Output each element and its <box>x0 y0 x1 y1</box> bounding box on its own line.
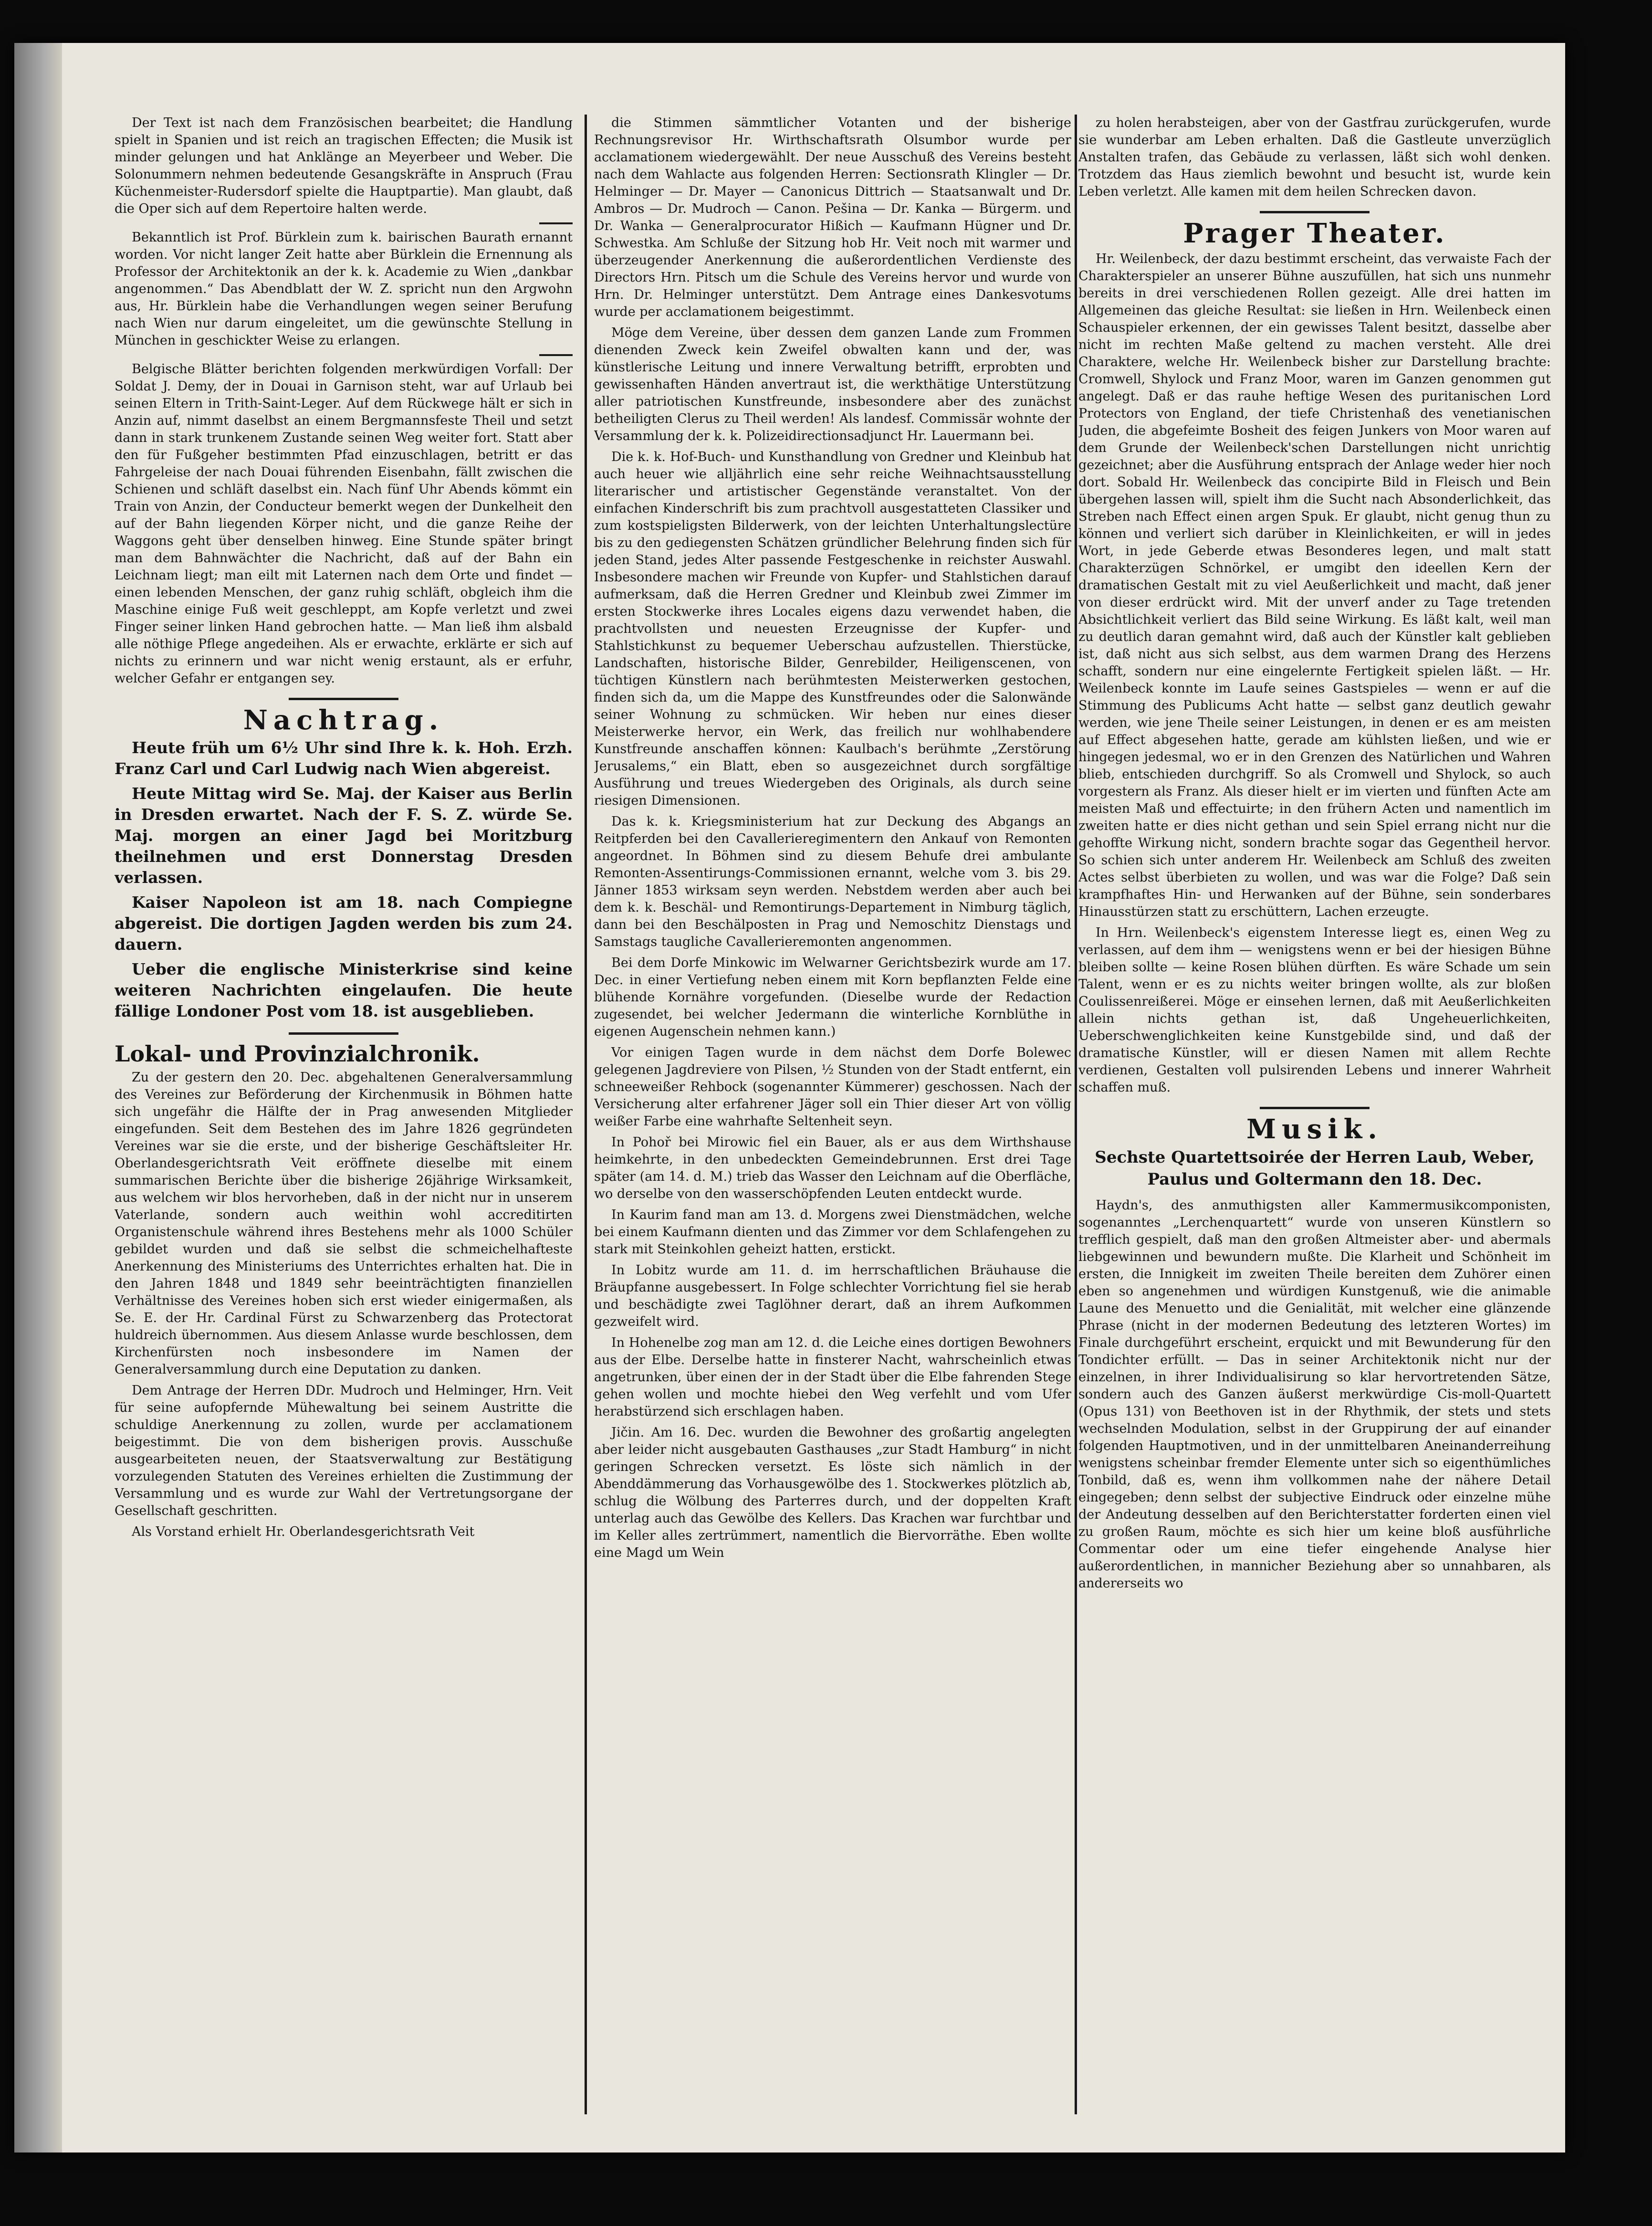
musik-subheading: Sechste Quartettsoirée der Herren Laub, Weber, Paulus und Goltermann den 18. Dec. <box>1095 1148 1535 1189</box>
separator <box>539 222 573 224</box>
column-3 <box>1078 115 1551 2119</box>
article-theater: In Hrn. Weilenbeck's eigenstem Interesse liegt es, einen Weg zu verlassen, auf dem ihm — wenigstens wenn er bei der hiesigen Bühne bleiben sollte — keine Rosen blühen dürften. Es wäre Schade um sein Talent, wenn er es zu nichts weiter bringen wollte, als zur bloßen Coulissenreißerei. Möge er einsehen lernen, daß mit Aeußerlichkeiten allein nichts gethan ist, daß Ungeheuerlichkeiten, Ueberschwenglichkeiten keine Kunstgebilde sind, und daß der dramatische Künstler, will er diesen Namen mit allem Rechte verdienen, Gestalten voll pulsirenden Lebens und innerer Wahrheit schaffen muß. <box>1078 925 1551 1095</box>
separator <box>1260 211 1370 213</box>
column-rule <box>1075 115 1077 2114</box>
separator <box>289 1032 398 1035</box>
article-kirchenmusik: Als Vorstand erhielt Hr. Oberlandesgerichtsrath Veit <box>132 1524 475 1539</box>
article-musik: Haydn's, des anmuthigsten aller Kammermusikcomponisten, sogenanntes „Lerchenquartett“ wurde von unseren Künstlern so trefflich gespielt, daß man den großen Altmeister aber- und abermals liebgewinnen und bewundern mußte. Die Klarheit und Schönheit im ersten, die Innigkeit im zweiten Theile bereiten dem Zuhörer einen eben so angenehmen und würdigen Kunstgenuß, wie die animable Laune des Menuetto und die Genialität, mit welcher eine glänzende Phrase (nicht in der modernen Bedeutung des letzteren Wortes) im Finale durchgeführt erscheint, erquickt und mit Bewunderung für den Tondichter erfüllt. — Das in seiner Architektonik nicht nur der einzelnen, in ihrer Individualisirung so klar hervortretenden Sätze, sondern auch des Ganzen äußerst merkwürdige Cis-moll-Quartett (Opus 131) von Beethoven ist in der Rhythmik, der stets und stets wechselnden Modulation, selbst in der Gruppirung der auf einander folgenden Hauptmotiven, und in der unmittelbaren Aneinanderreihung wenigstens scheinbar fremder Elemente unter sich so eigenthümliches Tonbild, daß es, wenn ihm vollkommen nahe der nähere Detail eingegeben; denn selbst der subjective Eindruck oder einzelne mühe der Andeutung desselben auf den Berichterstatter forderten einen viel zu großen Raum, möchte es sich hier um keine bloß ausführliche Commentar oder um eine tiefer eingehende Analyse hier außerordentlichen, in mannicher Beziehung aber so unnahbaren, als andererseits wo <box>1078 1198 1551 1591</box>
article-kaurim: In Kaurim fand man am 13. d. Morgens zwei Dienstmädchen, welche bei einem Kaufmann dienten und das Zimmer vor dem Schlafengehen zu stark mit Steinkohlen geheizt hatten, erstickt. <box>594 1208 1071 1257</box>
section-heading-musik: Musik. <box>1246 1113 1383 1145</box>
news-item: Heute früh um 6½ Uhr sind Ihre k. k. Hoh. Erzh. Franz Carl und Carl Ludwig nach Wien abgereist. <box>115 738 573 778</box>
article-pohor: In Pohoř bei Mirowic fiel ein Bauer, als er aus dem Wirthshause heimkehrte, in den unbedeckten Gemeindebrunnen. Erst drei Tage später (am 14. d. M.) trieb das Wasser den Leichnam auf die Oberfläche, wo derselbe von den wasserschöpfenden Leuten entdeckt wurde. <box>594 1135 1071 1201</box>
column-2 <box>594 115 1071 2119</box>
article-verein: Möge dem Vereine, über dessen dem ganzen Lande zum Frommen dienenden Zweck kein Zweifel obwalten kann und der, was künstlerische Leitung und innere Verwaltung betrifft, erprobten und gewissenhaften Händen anvertraut ist, die werkthätige Unterstützung aller patriotischen Kunstfreunde, insbesondere aber des zunächst betheiligten Clerus zu Theil werden! Als landesf. Commissär wohnte der Versammlung der k. k. Polizeidirectionsadjunct Hr. Lauermann bei. <box>594 326 1071 443</box>
newspaper-page <box>14 43 1565 2152</box>
news-item: Heute Mittag wird Se. Maj. der Kaiser aus Berlin in Dresden erwartet. Nach der F. S. Z. würde Se. Maj. morgen an einer Jagd bei Moritzburg theilnehmen und erst Donnerstag Dresden verlassen. <box>115 784 573 887</box>
article-verein: die Stimmen sämmtlicher Votanten und der bisherige Rechnungsrevisor Hr. Wirthschaftsrath Olsumbor wurde per acclamationem wiedergewählt. Der neue Ausschuß des Vereins besteht nach dem Wahlacte aus folgenden Herren: Sectionsrath Klingler — Dr. Helminger — Dr. Mayer — Canonicus Dittrich — Staatsanwalt und Dr. Ambros — Dr. Mudroch — Canon. Pešina — Dr. Kanka — Bürgerm. und Dr. Wanka — Generalprocurator Hißich — Kaufmann Hügner und Dr. Schwestka. Am Schluße der Sitzung hob Hr. Veit noch mit warmer und überzeugender Anerkennung die außerordentlichen Verdienste des Directors Hrn. Pitsch um die Schule des Vereins hervor und wurde von Hrn. Dr. Helminger unterstützt. Dem Antrage eines Dankesvotums wurde per acclamationem beigestimmt. <box>594 116 1071 319</box>
news-item: Kaiser Napoleon ist am 18. nach Compiegne abgereist. Die dortigen Jagden werden bis zum 24. dauern. <box>115 893 573 954</box>
article-remonten: Das k. k. Kriegsministerium hat zur Deckung des Abgangs an Reitpferden bei den Cavallerieregimentern den Ankauf von Remonten angeordnet. In Böhmen sind zu diesem Behufe drei ambulante Remonten-Assentirungs-Commissionen ernannt, welche vom 3. bis 29. Jänner 1853 wirksam seyn werden. Nebstdem werden aber auch bei dem k. k. Beschäl- und Remontirungs-Departement in Nimburg täglich, dann bei den Beschälposten in Prag und Nemoschitz Dienstags und Samstags taugliche Cavallerieremonten angenommen. <box>594 814 1071 949</box>
article-rehbock: Vor einigen Tagen wurde in dem nächst dem Dorfe Bolewec gelegenen Jagdreviere von Pilsen, ½ Stunden von der Stadt entfernt, ein schneeweißer Rehbock (sogenannter Kümmerer) geschossen. Nach der Versicherung alter erfahrener Jäger soll ein Thier dieser Art von völlig weißer Farbe eine wahrhafte Seltenheit seyn. <box>594 1045 1071 1129</box>
column-rule <box>585 115 587 2114</box>
section-heading-theater: Prager Theater. <box>1183 218 1446 249</box>
article-jicin-cont: zu holen herabsteigen, aber von der Gastfrau zurückgerufen, wurde sie wunderbar am Leben erhalten. Daß die Gastleute unverzüglich Anstalten trafen, das Gebäude zu verlassen, läßt sich wohl denken. Trotzdem das Haus ziemlich bewohnt und besucht ist, wurde kein Leben verletzt. Alle kamen mit dem heilen Schrecken davon. <box>1078 116 1551 199</box>
separator <box>289 698 398 700</box>
article-opera: Der Text ist nach dem Französischen bearbeitet; die Handlung spielt in Spanien und ist reich an tragischen Effecten; die Musik ist minder gelungen und hat Anklänge an Meyerbeer und Weber. Die Solonummern nehmen bedeutende Gesangskräfte in Anspruch (Frau Küchenmeister-Rudersdorf spielte die Hauptpartie). Man glaubt, daß die Oper sich auf dem Repertoire halten werde. <box>115 116 573 216</box>
section-heading-lokal: Lokal- und Provinzialchronik. <box>115 1041 480 1067</box>
article-theater: Hr. Weilenbeck, der dazu bestimmt erscheint, das verwaiste Fach der Charakterspieler an unserer Bühne auszufüllen, hat sich uns nunmehr bereits in drei verschiedenen Rollen gezeigt. Alle drei hatten im Allgemeinen das gleiche Resultat: sie ließen in Hrn. Weilenbeck einen Schauspieler erkennen, der ein gewisses Talent besitzt, dasselbe aber nicht im rechten Maße geltend zu machen versteht. Alle drei Charaktere, welche Hr. Weilenbeck bisher zur Darstellung brachte: Cromwell, Shylock und Franz Moor, waren im Ganzen genommen gut angelegt. Daß er das rauhe heftige Wesen des puritanischen Lord Protectors von England, der tiefe Christenhaß des venetianischen Juden, die abgefeimte Bosheit des feigen Junkers von Moor waren auf dem Grunde der Weilenbeck'schen Darstellungen nicht unrichtig gezeichnet; aber die Ausführung entsprach der Anlage weder hier noch dort. Sobald Hr. Weilenbeck das concipirte Bild in Fleisch und Bein übergehen lassen will, spielt ihm die Sucht nach Absonderlichkeit, das Streben nach Effect einen argen Spuk. Er glaubt, nicht genug thun zu können und verliert sich darüber in Kleinlichkeiten, er will in jedes Wort, in jede Geberde etwas Besonderes legen, und malt statt Charakterzügen Schnörkel, er umgibt den ideellen Kern der dramatischen Gestalt mit zu viel Aeußerlichkeit und macht, daß jener von dieser erdrückt wird. Mit der unverf ander zu Tage tretenden Absichtlichkeit verliert das Bild seine Wirkung. Es läßt kalt, weil man zu deutlich daran gemahnt wird, daß auch der Künstler kalt geblieben ist, daß nicht aus sich selbst, aus dem warmen Drang des Herzens schafft, sondern nur eine eingelernte Fertigkeit spielen läßt. — Hr. Weilenbeck konnte im Laufe seines Gastspieles — wenn er auf die Stimmung des Publicums Acht hatte — selbst ganz deutlich gewahr werden, wie jene Theile seiner Leistungen, in denen er es am meisten auf Effect abgesehen hatte, gerade am kühlsten ließen, und wie er hingegen jedesmal, wo er in den Grenzen des Natürlichen und Wahren blieb, entschieden durchgriff. So als Cromwell und Shylock, so auch vorgestern als Franz. Als dieser hielt er im vierten und fünften Acte am meisten Maß und effectuirte; in den frühern Acten und namentlich im zweiten hatte er dies nicht gethan und sein Spiel errang nicht nur die gehoffte Wirkung nicht, sondern brachte sogar das Gegentheil hervor. So schien sich unter anderem Hr. Weilenbeck am Schluß des zweiten Actes selbst überbieten zu wollen, und was war die Folge? Daß sein krampfhaftes Hin- und Herwanken auf der Bühne, sein sonderbares Hinausstürzen statt zu erschüttern, Lachen erzeugte. <box>1078 252 1551 919</box>
article-kirchenmusik: Zu der gestern den 20. Dec. abgehaltenen Generalversammlung des Vereines zur Beförderung der Kirchenmusik in Böhmen hatte sich ungefähr die Hälfte der in Prag anwesenden Mitglieder eingefunden. Seit dem Bestehen des im Jahre 1826 gegründeten Vereines war sie die erste, und der bisherige Geschäftsleiter Hr. Oberlandesgerichtsrath Veit eröffnete dieselbe mit einem summarischen Berichte über die bisherige 26jährige Wirksamkeit, aus welchem wir blos hervorheben, daß in der nicht nur in unserem Vaterlande, sondern auch weithin wohl accreditirten Organistenschule während ihres Bestehens mehr als 1000 Schüler gebildet wurden und daß sie selbst die schmeichelhafteste Anerkennung des Ministeriums des Unterrichtes erhalten hat. Die in den Jahren 1848 und 1849 sehr beeinträchtigten finanziellen Verhältnisse des Vereines hoben sich erst wieder einigermaßen, als Se. E. der Hr. Cardinal Fürst zu Schwarzenberg das Protectorat huldreich übernommen. Aus diesem Anlasse wurde beschlossen, dem Kirchenfürsten noch insbesondere im Namen der Generalversammlung durch eine Deputation zu danken. <box>115 1070 573 1377</box>
section-heading-nachtrag: Nachtrag. <box>243 704 444 736</box>
article-belgian: Belgische Blätter berichten folgenden merkwürdigen Vorfall: Der Soldat J. Demy, der in Douai in Garnison steht, war auf Urlaub bei seinen Eltern in Trith-Saint-Leger. Auf dem Rückwege hält er sich in Anzin auf, nimmt daselbst an einem Bergmannsfeste Theil und setzt dann in stark trunkenem Zustande seinen Weg weiter fort. Statt aber den für Fußgeher bestimmten Pfad einzuschlagen, betritt er das Fahrgeleise der nach Douai führenden Eisenbahn, fällt zwischen die Schienen und schläft daselbst ein. Nach fünf Uhr Abends kömmt ein Train von Anzin, der Conducteur bemerkt wegen der Dunkelheit den auf der Bahn liegenden Körper nicht, und die ganze Reihe der Waggons geht über denselben hinweg. Eine Stunde später bringt man dem Bahnwächter die Nachricht, daß auf der Bahn ein Leichnam liegt; man eilt mit Laternen nach dem Orte und findet — einen lebenden Menschen, der ganz ruhig schläft, obgleich ihm die Maschine einige Fuß weit geschleppt, am Kopfe verletzt und zwei Finger seiner linken Hand gebrochen hatte. — Man ließ ihm alsbald alle nöthige Pflege angedeihen. Als er erwachte, erklärte er sich auf nichts zu erinnern und war nicht wenig erstaunt, als er erfuhr, welcher Gefahr er entgangen sey. <box>115 362 573 686</box>
article-hohenelbe: In Hohenelbe zog man am 12. d. die Leiche eines dortigen Bewohners aus der Elbe. Derselbe hatte in finsterer Nacht, wahrscheinlich etwas angetrunken, über einen der in der Stadt über die Elbe fahrenden Stege gehen wollen und mochte hiebei den Weg verfehlt und vom Ufer herabstürzend sich erschlagen haben. <box>594 1335 1071 1419</box>
column-1 <box>115 115 573 2119</box>
news-item: Ueber die englische Ministerkrise sind keine weiteren Nachrichten eingelaufen. Die heute fällige Londoner Post vom 18. ist ausgeblieben. <box>115 960 573 1020</box>
article-kirchenmusik: Dem Antrage der Herren DDr. Mudroch und Helminger, Hrn. Veit für seine aufopfernde Mühewaltung bei seinem Austritte die schuldige Anerkennung zu zollen, wurde per acclamationem beigestimmt. Die von dem bisherigen provis. Ausschuße ausgearbeiteten neuen, der Staatsverwaltung zur Bestätigung vorzulegenden Statuten des Vereines erhielten die Zustimmung der Versammlung und es wurde zur Wahl der Vertretungsorgane der Gesellschaft geschritten. <box>115 1383 573 1518</box>
article-kornaehre: Bei dem Dorfe Minkowic im Welwarner Gerichtsbezirk wurde am 17. Dec. in einer Vertiefung neben einem mit Korn bepflanzten Felde eine blühende Kornähre vorgefunden. (Dieselbe wurde der Redaction zugesendet, bei welcher Jedermann die winterliche Kornblüthe in eigenen Augenschein nehmen kann.) <box>594 956 1071 1039</box>
article-buerklein: Bekanntlich ist Prof. Bürklein zum k. bairischen Baurath ernannt worden. Vor nicht langer Zeit hatte aber Bürklein die Ernennung als Professor der Architektonik an der k. k. Academie zu Wien „dankbar angenommen.“ Das Abendblatt der W. Z. spricht nun den Argwohn aus, Hr. Bürklein habe die Verhandlungen wegen seiner Berufung nach Wien nur darum eingeleitet, um die gewünschte Stellung in München in geschickter Weise zu erlangen. <box>115 230 573 348</box>
article-buchhandlung: Die k. k. Hof-Buch- und Kunsthandlung von Gredner und Kleinbub hat auch heuer wie alljährlich eine sehr reiche Weihnachtsausstellung literarischer und artistischer Gegenstände veranstaltet. Von der einfachen Kinderschrift bis zum prachtvoll ausgestatteten Classiker und zum kostspieligsten Bilderwerk, von der leichten Unterhaltungslectüre bis zu den gediegensten Schätzen gründlicher Belehrung finden sich für jeden Stand, jedes Alter passende Festgeschenke in reichster Auswahl. Insbesondere machen wir Freunde von Kupfer- und Stahlstichen darauf aufmerksam, daß die Herren Gredner und Kleinbub zwei Zimmer im ersten Stockwerke ihres Locales eigens dazu verwendet haben, die prachtvollsten und neuesten Erzeugnisse der Kupfer- und Stahlstichkunst zu bequemer Ueberschau aufzustellen. Thierstücke, Landschaften, historische Bilder, Genrebilder, Heiligenscenen, von tüchtigen Künstlern nach berühmtesten Meisterwerken gestochen, finden sich da, um die Mappe des Kunstfreundes oder die Salonwände seiner Wohnung zu schmücken. Wir heben nur eines dieser Meisterwerke hervor, ein Werk, das freilich nur wohlhabendere Kunstfreunde anschaffen können: Kaulbach's berühmte „Zerstörung Jerusalems,“ ein Blatt, eben so ausgezeichnet durch sorgfältige Ausführung und treues Wiedergeben des Originals, als durch seine riesigen Dimensionen. <box>594 450 1071 808</box>
article-lobitz: In Lobitz wurde am 11. d. im herrschaftlichen Bräuhause die Bräupfanne ausgebessert. In Folge schlechter Vorrichtung fiel sie herab und beschädigte zwei Taglöhner derart, daß an ihrem Aufkommen gezweifelt wird. <box>594 1263 1071 1329</box>
separator <box>1260 1107 1370 1109</box>
separator <box>539 354 573 356</box>
page-binding-edge <box>14 43 62 2152</box>
article-jicin: Jičin. Am 16. Dec. wurden die Bewohner des großartig angelegten aber leider nicht ausgebauten Gasthauses „zur Stadt Hamburg“ in nicht geringen Schrecken versetzt. Es löste sich nämlich in der Abenddämmerung das Vorhausgewölbe des 1. Stockwerkes plötzlich ab, schlug die Wölbung des Parterres durch, und der doppelten Kraft unterlag auch das Gewölbe des Kellers. Das Krachen war furchtbar und im Keller alles zertrümmert, namentlich die Biervorräthe. Eben wollte eine Magd um Wein <box>594 1425 1071 1560</box>
